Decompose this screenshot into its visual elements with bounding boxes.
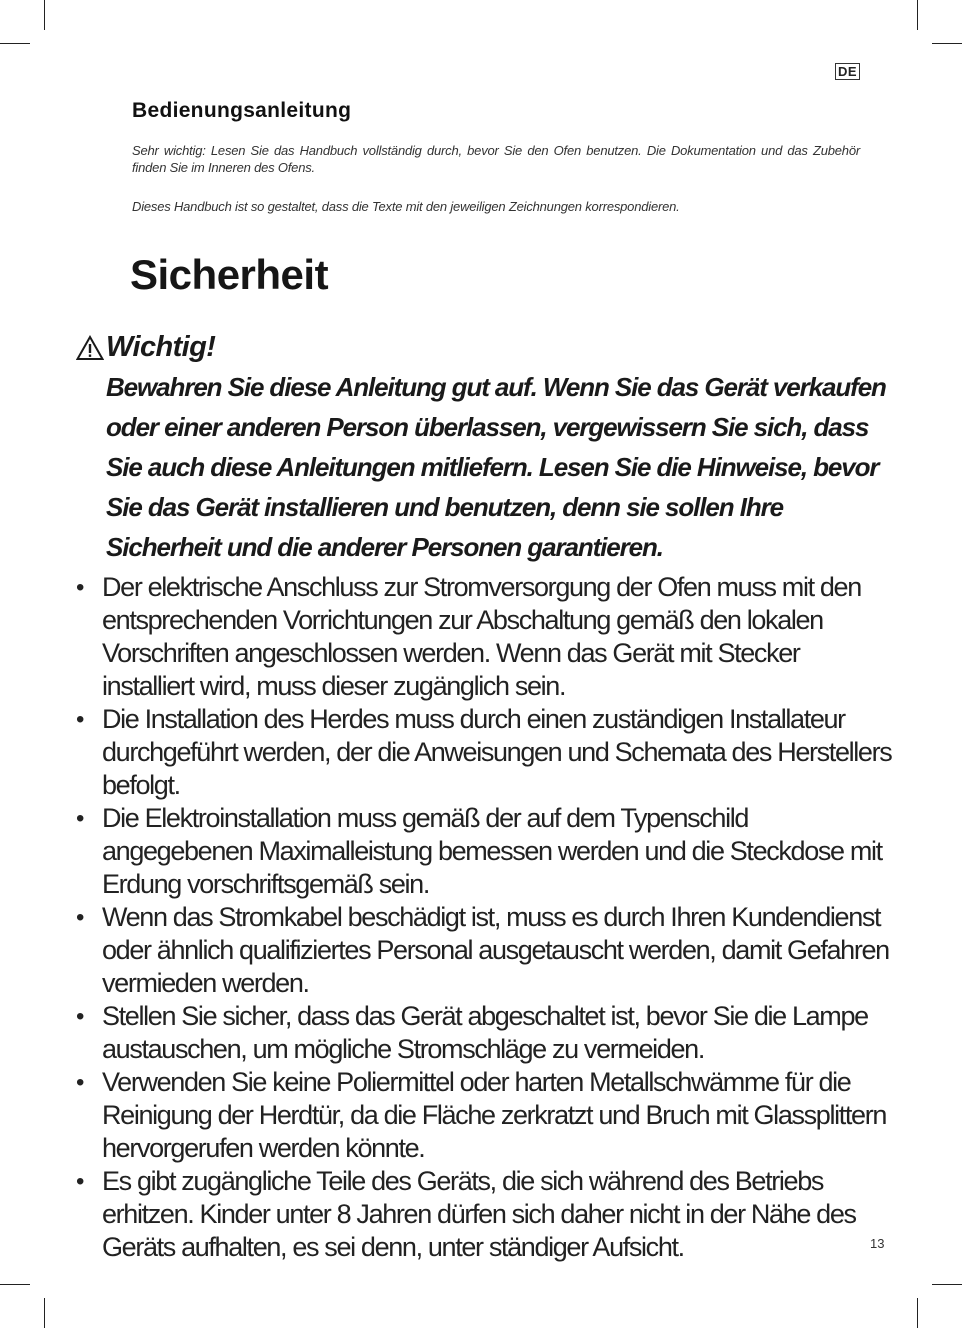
- intro-paragraph: Sehr wichtig: Lesen Sie das Handbuch vollständig durch, bevor Sie den Ofen benutzen. Die Dokumentation und das Zubehör finden Sie im Inneren des Ofens.: [132, 143, 860, 175]
- crop-mark: [932, 43, 962, 44]
- crop-mark: [44, 0, 45, 30]
- crop-mark: [917, 1298, 918, 1328]
- intro-paragraph: Dieses Handbuch ist so gestaltet, dass die Texte mit den jeweiligen Zeichnungen korrespondieren.: [132, 199, 680, 214]
- list-item-text: Wenn das Stromkabel beschädigt ist, muss es durch Ihren Kundendienst oder ähnlich qualifiziertes Personal ausgetauscht werden, damit Gefahren vermieden werden.: [102, 902, 889, 998]
- warning-title: Wichtig!: [106, 331, 216, 363]
- page-number: 13: [870, 1236, 885, 1251]
- list-item-text: Der elektrische Anschluss zur Stromversorgung der Ofen muss mit den entsprechenden Vorrichtungen zur Abschaltung gemäß den lokalen Vorschriften angeschlossen werden. Wenn das Gerät mit Stecker installiert wird, muss dieser zugänglich sein.: [102, 572, 861, 701]
- bullet-dot: •: [76, 1069, 84, 1096]
- bullet-dot: •: [76, 1003, 84, 1030]
- crop-mark: [0, 43, 30, 44]
- warning-text: Bewahren Sie diese Anleitung gut auf. Wenn Sie das Gerät verkaufen oder einer anderen Person überlassen, vergewissern Sie sich, dass Sie auch diese Anleitungen mitliefern. Lesen Sie die Hinweise, bevor Sie das Gerät installieren und benutzen, denn sie sollen Ihre Sicherheit und die anderer Personen garantieren.: [106, 372, 886, 562]
- bullet-dot: •: [76, 574, 84, 601]
- list-item: [76, 571, 896, 703]
- warning-triangle-icon: [76, 335, 104, 361]
- crop-mark: [917, 0, 918, 30]
- bullet-dot: •: [76, 1168, 84, 1195]
- list-item-text: Verwenden Sie keine Poliermittel oder harten Metallschwämme für die Reinigung der Herdtür, da die Fläche zerkratzt und Bruch mit Glassplittern hervorgerufen werden könnte.: [102, 1067, 887, 1163]
- list-item: [76, 1000, 896, 1066]
- bullet-dot: •: [76, 805, 84, 832]
- crop-mark: [44, 1298, 45, 1328]
- crop-mark: [0, 1284, 30, 1285]
- safety-bullet-list: [76, 571, 896, 1264]
- list-item: [76, 703, 896, 802]
- manual-heading: Bedienungsanleitung: [132, 99, 352, 122]
- list-item: [76, 1165, 896, 1264]
- bullet-dot: •: [76, 904, 84, 931]
- language-badge: DE: [835, 63, 860, 80]
- crop-mark: [932, 1284, 962, 1285]
- list-item: [76, 802, 896, 901]
- list-item: [76, 901, 896, 1000]
- list-item: [76, 1066, 896, 1165]
- section-title: Sicherheit: [130, 251, 329, 298]
- list-item-text: Die Elektroinstallation muss gemäß der auf dem Typenschild angegebenen Maximalleistung bemessen werden und die Steckdose mit Erdung vorschriftsgemäß sein.: [102, 803, 882, 899]
- list-item-text: Es gibt zugängliche Teile des Geräts, die sich während des Betriebs erhitzen. Kinder unter 8 Jahren dürfen sich daher nicht in der Nähe des Geräts aufhalten, es sei denn, unter ständiger Aufsicht.: [102, 1166, 856, 1262]
- list-item-text: Die Installation des Herdes muss durch einen zuständigen Installateur durchgeführt werden, der die Anweisungen und Schemata des Herstellers befolgt.: [102, 704, 892, 800]
- bullet-dot: •: [76, 706, 84, 733]
- list-item-text: Stellen Sie sicher, dass das Gerät abgeschaltet ist, bevor Sie die Lampe austauschen, um mögliche Stromschläge zu vermeiden.: [102, 1001, 868, 1064]
